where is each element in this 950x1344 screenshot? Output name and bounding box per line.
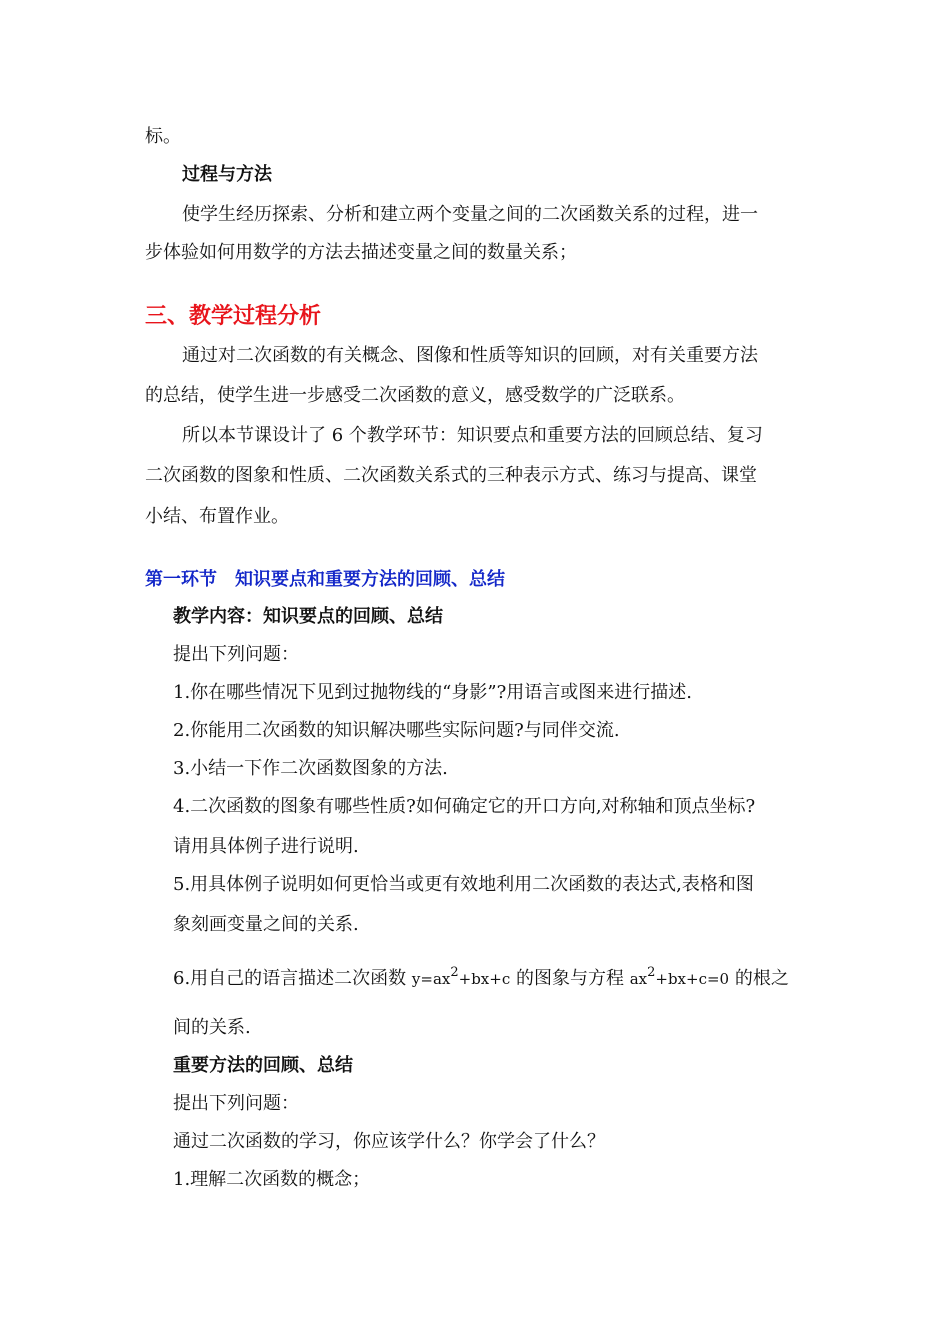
subheading-methods: 重要方法的回顾、总结 — [173, 1055, 353, 1076]
subheading-content: 教学内容：知识要点的回顾、总结 — [173, 606, 443, 627]
q6-text: 6.用自己的语言描述二次函数 — [173, 968, 412, 989]
method-1: 1.理解二次函数的概念； — [173, 1169, 371, 1190]
question-3: 3.小结一下作二次函数图象的方法. — [173, 758, 448, 779]
text-line: 的总结，使学生进一步感受二次函数的意义，感受数学的广泛联系。 — [145, 385, 685, 406]
formula-quadratic-function: $y=ax^2+bx+c$ — [411, 965, 511, 988]
text-line: 提出下列问题： — [173, 1093, 299, 1114]
question-5: 5.用具体例子说明如何更恰当或更有效地利用二次函数的表达式,表格和图 — [173, 874, 754, 895]
text-line: 所以本节课设计了 6 个教学环节：知识要点和重要方法的回顾总结、复习 — [182, 425, 763, 446]
text-line: 标。 — [145, 126, 181, 147]
text-line: 使学生经历探索、分析和建立两个变量之间的二次函数关系的过程，进一 — [182, 204, 758, 225]
question-4-cont: 请用具体例子进行说明. — [173, 836, 359, 857]
text-line: 通过对二次函数的有关概念、图像和性质等知识的回顾，对有关重要方法 — [182, 345, 758, 366]
text-line: 小结、布置作业。 — [145, 506, 289, 527]
question-5-cont: 象刻画变量之间的关系. — [173, 914, 359, 935]
question-6 — [173, 967, 789, 991]
question-2: 2.你能用二次函数的知识解决哪些实际问题?与同伴交流. — [173, 720, 620, 741]
formula-quadratic-equation: $ax^2+bx+c=0$ — [629, 965, 730, 988]
section-heading-3: 三、教学过程分析 — [145, 304, 322, 329]
section-heading-step1: 第一环节 知识要点和重要方法的回顾、总结 — [145, 569, 505, 590]
text-line: 提出下列问题： — [173, 644, 299, 665]
text-line: 步体验如何用数学的方法去描述变量之间的数量关系； — [145, 242, 577, 263]
q6-text: 的根之 — [729, 968, 789, 989]
question-4: 4.二次函数的图象有哪些性质?如何确定它的开口方向,对称轴和顶点坐标? — [173, 796, 756, 817]
question-1: 1.你在哪些情况下见到过抛物线的“身影”?用语言或图来进行描述. — [173, 682, 692, 703]
q6-text: 的图象与方程 — [510, 968, 630, 989]
question-6-cont: 间的关系. — [173, 1017, 251, 1038]
text-line: 二次函数的图象和性质、二次函数关系式的三种表示方式、练习与提高、课堂 — [145, 465, 757, 486]
text-line: 通过二次函数的学习，你应该学什么？你学会了什么？ — [173, 1131, 605, 1152]
subheading-process-method: 过程与方法 — [182, 164, 272, 185]
